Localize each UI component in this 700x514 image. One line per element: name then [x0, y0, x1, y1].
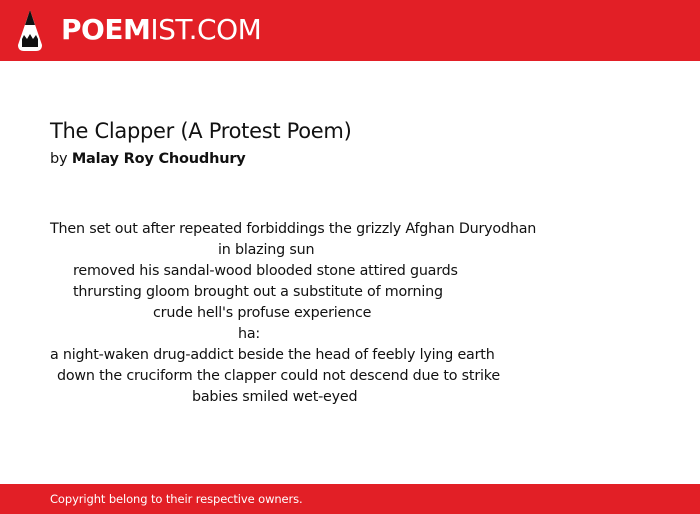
author-name: Malay Roy Choudhury — [71, 151, 246, 167]
poem-line: down the cruciform the clapper could not descend due to strike — [57, 368, 500, 384]
poem-line: crude hell's profuse experience — [153, 305, 372, 321]
site-header — [0, 0, 700, 61]
byline — [50, 148, 246, 170]
by-label: by — [50, 151, 68, 167]
poem-line: Then set out after repeated forbiddings the grizzly Afghan Duryodhan — [50, 221, 537, 237]
logo-light-text: IST.COM — [150, 13, 262, 46]
site-logo[interactable] — [61, 10, 261, 50]
pencil-icon[interactable] — [16, 9, 44, 53]
site-footer — [0, 484, 700, 514]
poem-title: The Clapper (A Protest Poem) — [50, 119, 352, 143]
poem-line: a night-waken drug-addict beside the head of feebly lying earth — [50, 347, 495, 363]
poem-line: ha: — [238, 326, 261, 342]
poem-line: in blazing sun — [218, 242, 315, 258]
poem-line: removed his sandal-wood blooded stone attired guards — [73, 263, 458, 279]
copyright-text: Copyright belong to their respective owners. — [50, 492, 303, 506]
logo-bold-text: POEM — [61, 13, 151, 46]
poem-line: babies smiled wet-eyed — [192, 389, 358, 405]
poem-line: thrursting gloom brought out a substitute of morning — [73, 284, 443, 300]
